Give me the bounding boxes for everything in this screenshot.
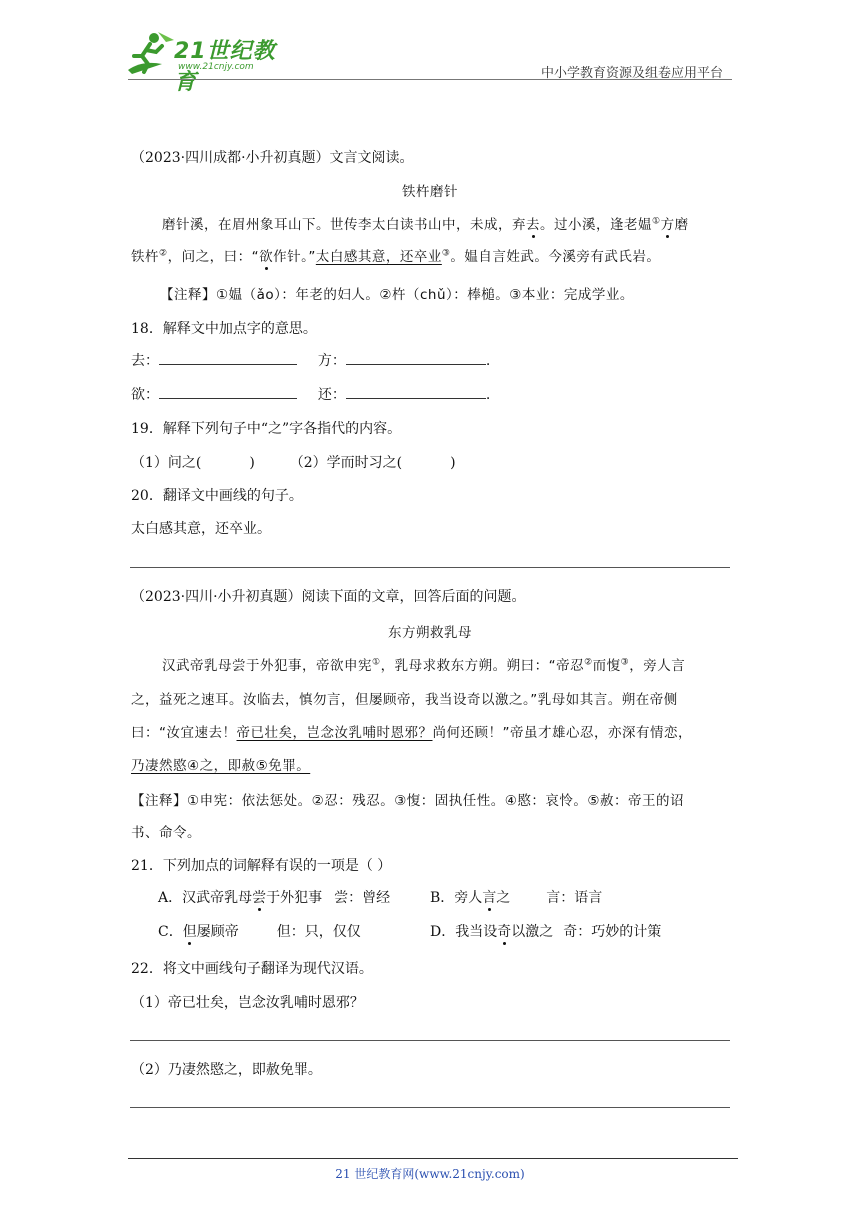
section2-source: （2023·四川·小升初真题）阅读下面的文章，回答后面的问题。	[131, 589, 526, 605]
answer-blank-yu[interactable]	[159, 384, 297, 399]
section1-note: 【注释】①媪（ǎo）：年老的妇人。②杵（chǔ）：棒槌。③本业：完成学业。	[160, 287, 634, 303]
header-platform-text: 中小学教育资源及组卷应用平台	[541, 66, 724, 81]
section1-source: （2023·四川成都·小升初真题）文言文阅读。	[131, 150, 414, 166]
q20-stem: 20．翻译文中画线的句子。	[131, 488, 303, 504]
q18-stem: 18．解释文中加点字的意思。	[131, 321, 317, 337]
runner-logo-icon	[122, 30, 178, 76]
q20-answer-line[interactable]	[130, 567, 730, 568]
section2-note-line1: 【注释】①申宪：依法惩处。②忍：残忍。③愎：固执任性。④愍：哀怜。⑤赦：帝王的诏	[131, 793, 685, 809]
q22-item2: （2）乃凄然愍之，即赦免罪。	[131, 1062, 322, 1078]
q20-sentence: 太白感其意，还卒业。	[131, 521, 271, 537]
q22-answer-line-1[interactable]	[130, 1040, 730, 1041]
footer-rule	[128, 1158, 738, 1159]
q18-row2: 欲： 还： .	[131, 384, 490, 404]
header-rule	[128, 79, 732, 80]
q22-item1: （1）帝已壮矣，岂念汝乳哺时恩邪？	[131, 995, 364, 1011]
footer-text: 21 世纪教育网(www.21cnjy.com)	[335, 1167, 525, 1181]
q21-option-d[interactable]: D．我当设奇以激之 奇：巧妙的计策	[430, 924, 662, 940]
q21-option-a[interactable]: A．汉武帝乳母尝于外犯事 尝：曾经	[158, 890, 391, 906]
q22-stem: 22．将文中画线句子翻译为现代汉语。	[131, 961, 373, 977]
section2-title: 东方朔救乳母	[388, 625, 472, 641]
section1-paragraph-line1: 磨针溪，在眉州象耳山下。世传李太白读书山中，未成，弃去。过小溪，逢老媪①方磨	[162, 216, 689, 233]
logo-title: 21世纪教育	[174, 39, 276, 95]
q21-option-c[interactable]: C．但屡顾帝 但：只，仅仅	[158, 924, 361, 940]
logo-url: www.21cnjy.com	[178, 62, 254, 72]
answer-blank-fang[interactable]	[346, 350, 486, 365]
section2-paragraph-line1: 汉武帝乳母尝于外犯事，帝欲申宪①，乳母求救东方朔。朔曰：“帝忍②而愎③，旁人言	[162, 657, 686, 674]
site-logo	[122, 30, 292, 95]
q21-stem: 21．下列加点的词解释有误的一项是（ ）	[131, 858, 392, 874]
section2-note-line2: 书、命令。	[131, 825, 201, 841]
section1-paragraph-line2: 铁杵②，问之，曰：“欲作针。”太白感其意，还卒业③。媪自言姓武。今溪旁有武氏岩。	[131, 248, 661, 265]
answer-blank-huan[interactable]	[346, 384, 486, 399]
section2-paragraph-line4: 乃凄然愍④之，即赦⑤免罪。	[131, 758, 311, 774]
answer-blank-qu[interactable]	[159, 350, 297, 365]
q19-stem: 19．解释下列句子中“之”字各指代的内容。	[131, 421, 402, 437]
q22-answer-line-2[interactable]	[130, 1107, 730, 1108]
q19-items: （1）问之( ) （2）学而时习之( )	[131, 455, 456, 471]
section1-title: 铁杵磨针	[402, 184, 458, 200]
q21-option-b[interactable]: B．旁人言之 言：语言	[430, 890, 603, 906]
section2-paragraph-line3: 曰：“汝宜速去！帝已壮矣，岂念汝乳哺时恩邪？尚何还顾！”帝虽才雄心忍，亦深有情恋，	[131, 725, 692, 741]
section2-paragraph-line2: 之，益死之速耳。汝临去，慎勿言，但屡顾帝，我当设奇以激之。”乳母如其言。朔在帝侧	[131, 692, 678, 708]
q18-row1: 去： 方： .	[131, 350, 490, 370]
